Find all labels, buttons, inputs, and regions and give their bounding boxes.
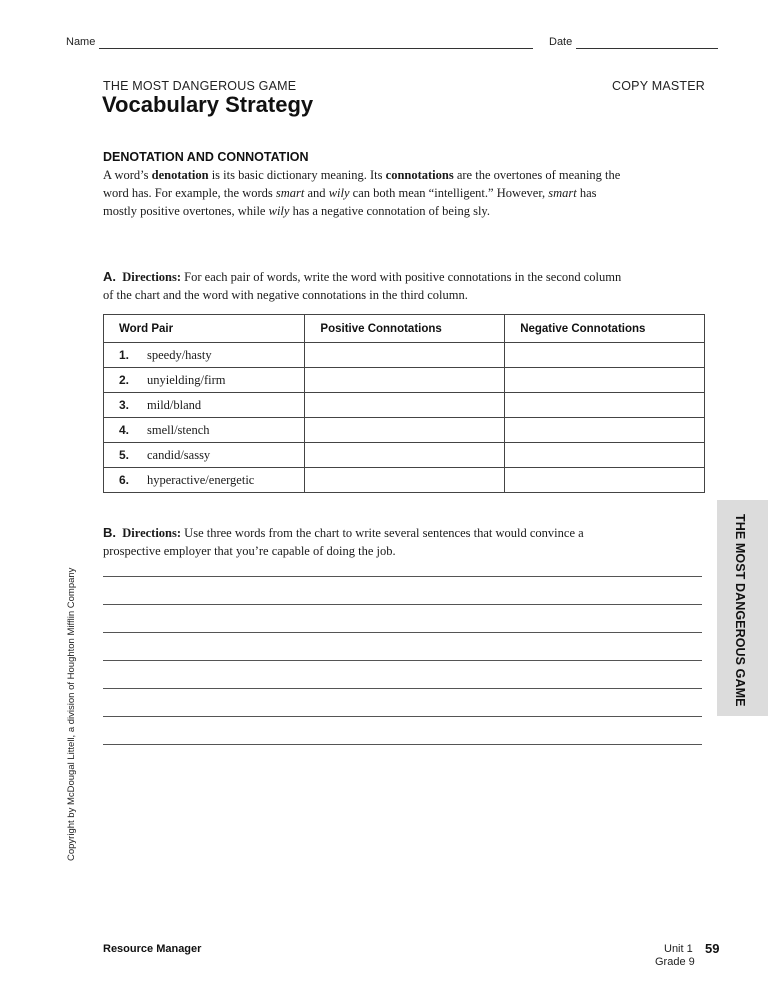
- word-pair-cell: 5. candid/sassy: [104, 443, 305, 468]
- positive-answer-cell[interactable]: [305, 368, 505, 393]
- page-number: 59: [705, 941, 720, 956]
- table-row: [104, 443, 705, 468]
- story-title: THE MOST DANGEROUS GAME: [103, 79, 297, 93]
- table-row: [104, 368, 705, 393]
- negative-answer-cell[interactable]: [505, 418, 705, 443]
- vocabulary-table: [103, 314, 705, 493]
- section-heading: DENOTATION AND CONNOTATION: [103, 150, 309, 164]
- positive-answer-cell[interactable]: [305, 418, 505, 443]
- date-field[interactable]: [576, 48, 718, 49]
- positive-answer-cell[interactable]: [305, 443, 505, 468]
- word-pair-cell: 2. unyielding/firm: [104, 368, 305, 393]
- name-label: Name: [66, 36, 96, 48]
- writing-line[interactable]: [103, 660, 702, 661]
- writing-line[interactable]: [103, 716, 702, 717]
- positive-answer-cell[interactable]: [305, 393, 505, 418]
- intro-paragraph: A word’s denotation is its basic dictionary meaning. Its connotations are the overtones of meaning the word has. For example, the words smart and wily can both mean “intelligent.” However, smart has mostly positive overtones, while wily has a negative connotation of being sly.: [103, 168, 621, 218]
- name-field[interactable]: [99, 48, 533, 49]
- writing-line[interactable]: [103, 632, 702, 633]
- part-a-directions: A. Directions: For each pair of words, write the word with positive connotations in the second column of the chart and the word with negative connotations in the third column.: [103, 269, 622, 302]
- header-word-pair: Word Pair: [104, 315, 305, 343]
- word-pair-cell: 3. mild/bland: [104, 393, 305, 418]
- table-row: [104, 343, 705, 368]
- positive-answer-cell[interactable]: [305, 343, 505, 368]
- table-row: [104, 418, 705, 443]
- negative-answer-cell[interactable]: [505, 468, 705, 493]
- negative-answer-cell[interactable]: [505, 368, 705, 393]
- table-header-row: [104, 315, 705, 343]
- negative-answer-cell[interactable]: [505, 443, 705, 468]
- word-pair-cell: 6. hyperactive/energetic: [104, 468, 305, 493]
- writing-line[interactable]: [103, 688, 702, 689]
- footer-resource-manager: Resource Manager: [103, 943, 202, 955]
- header-positive: Positive Connotations: [305, 315, 505, 343]
- word-pair-cell: 1. speedy/hasty: [104, 343, 305, 368]
- writing-line[interactable]: [103, 576, 702, 577]
- positive-answer-cell[interactable]: [305, 468, 505, 493]
- side-tab-label: THE MOST DANGEROUS GAME: [733, 514, 747, 707]
- writing-line[interactable]: [103, 604, 702, 605]
- copy-master-label: COPY MASTER: [612, 79, 705, 93]
- copyright-notice: Copyright by McDougal Littell, a division of Houghton Mifflin Company: [66, 567, 77, 861]
- table-row: [104, 468, 705, 493]
- footer-grade: Grade 9: [655, 956, 695, 968]
- date-label: Date: [549, 36, 573, 48]
- footer-unit: Unit 1: [664, 943, 693, 955]
- negative-answer-cell[interactable]: [505, 343, 705, 368]
- header-negative: Negative Connotations: [505, 315, 705, 343]
- part-b-directions: B. Directions: Use three words from the chart to write several sentences that would convince a prospective employer that you’re capable of doing the job.: [103, 525, 584, 558]
- negative-answer-cell[interactable]: [505, 393, 705, 418]
- word-pair-cell: 4. smell/stench: [104, 418, 305, 443]
- writing-line[interactable]: [103, 744, 702, 745]
- page-title: Vocabulary Strategy: [102, 92, 314, 117]
- table-row: [104, 393, 705, 418]
